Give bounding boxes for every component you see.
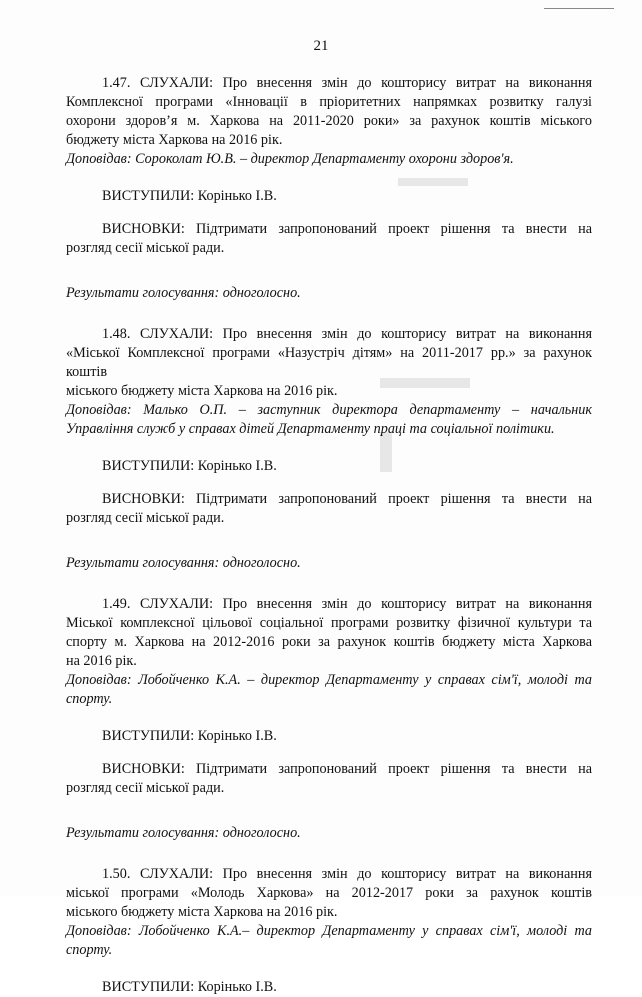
agenda-item-1-47 xyxy=(66,74,592,303)
spoke-line: ВИСТУПИЛИ: Корінько І.В. xyxy=(102,188,277,204)
speaker-line: Доповідав: Лобойченко К.А. – директор Департаменту у справах сім'ї, молоді та xyxy=(66,672,592,688)
heard-line: «Міської Комплексної програми «Назустріч дітям» на 2011-2017 рр.» за рахунок коштів xyxy=(66,345,592,380)
spoke-line: ВИСТУПИЛИ: Корінько І.В. xyxy=(102,728,277,744)
agenda-item-1-48 xyxy=(66,325,592,573)
spoke-line: ВИСТУПИЛИ: Корінько І.В. xyxy=(102,458,277,474)
speaker-line: Доповідав: Малько О.П. – заступник директора департаменту – начальник xyxy=(66,402,592,418)
heard-line: Міської комплексної цільової соціальної програми розвитку фізичної культури та xyxy=(66,615,592,631)
heard-line: 1.50. СЛУХАЛИ: Про внесення змін до кошторису витрат на виконання xyxy=(102,866,592,882)
agenda-item-1-49 xyxy=(66,595,592,843)
page-number: 21 xyxy=(313,38,329,54)
conclusions-line: розгляд сесії міської ради. xyxy=(66,780,225,796)
voting-result: Результати голосування: одноголосно. xyxy=(66,555,301,571)
heard-line: на 2016 рік. xyxy=(66,653,137,669)
heard-line: 1.49. СЛУХАЛИ: Про внесення змін до кошторису витрат на виконання xyxy=(102,596,592,612)
heard-line: охорони здоров’я м. Харкова на 2011-2020 роки» за рахунок коштів міського xyxy=(66,113,592,129)
speaker-line: Управління служб у справах дітей Департаменту праці та соціальної політики. xyxy=(66,421,555,437)
agenda-item-1-50 xyxy=(66,865,592,997)
heard-line: Комплексної програми «Інновації в пріоритетних напрямках розвитку галузі xyxy=(66,94,592,110)
spoke-line: ВИСТУПИЛИ: Корінько І.В. xyxy=(102,979,277,995)
heard-line: міської програми «Молодь Харкова» на 2012-2017 роки за рахунок коштів xyxy=(66,885,592,901)
heard-line: міського бюджету міста Харкова на 2016 рік. xyxy=(66,383,338,399)
top-edge-line xyxy=(544,8,614,9)
speaker-line: Доповідав: Сороколат Ю.В. – директор Департаменту охорони здоров'я. xyxy=(66,151,514,167)
heard-line: міського бюджету міста Харкова на 2016 рік. xyxy=(66,904,338,920)
heard-line: 1.47. СЛУХАЛИ: Про внесення змін до кошторису витрат на виконання xyxy=(102,75,592,91)
heard-line: спорту м. Харкова на 2012-2016 роки за рахунок коштів бюджету міста Харкова xyxy=(66,634,592,650)
conclusions-line: розгляд сесії міської ради. xyxy=(66,240,225,256)
conclusions-line: ВИСНОВКИ: Підтримати запропонований проект рішення та внести на xyxy=(102,761,592,777)
voting-result: Результати голосування: одноголосно. xyxy=(66,825,301,841)
conclusions-line: розгляд сесії міської ради. xyxy=(66,510,225,526)
speaker-line: спорту. xyxy=(66,942,113,958)
speaker-line: спорту. xyxy=(66,691,113,707)
minutes-content xyxy=(66,74,592,997)
speaker-line: Доповідав: Лобойченко К.А.– директор Департаменту у справах сім'ї, молоді та xyxy=(66,923,592,939)
conclusions-line: ВИСНОВКИ: Підтримати запропонований проект рішення та внести на xyxy=(102,221,592,237)
conclusions-line: ВИСНОВКИ: Підтримати запропонований проект рішення та внести на xyxy=(102,491,592,507)
voting-result: Результати голосування: одноголосно. xyxy=(66,285,301,301)
heard-line: 1.48. СЛУХАЛИ: Про внесення змін до кошторису витрат на виконання xyxy=(102,326,592,342)
heard-line: бюджету міста Харкова на 2016 рік. xyxy=(66,132,283,148)
